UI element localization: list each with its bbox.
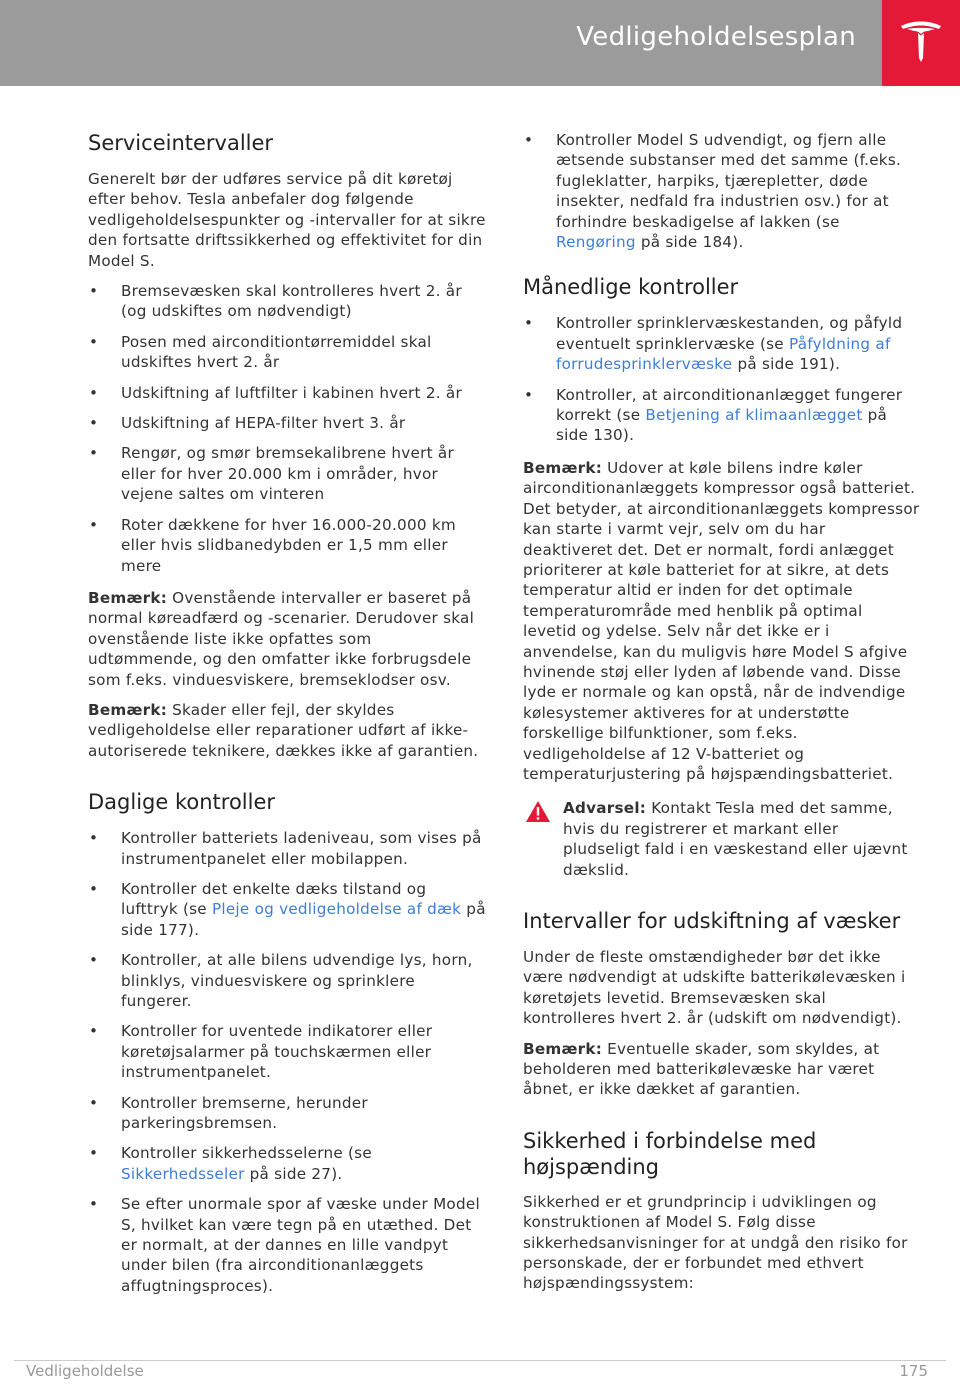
monthly-list [523, 313, 920, 445]
bullet: • [89, 829, 99, 848]
bullet: • [89, 332, 99, 351]
service-intro: Generelt bør der udføres service på dit køretøj efter behov. Tesla anbefaler dog følgende vedligeholdelsespunkter og -intervaller for at sikre den fortsatte driftssikkerhed og effektivitet for din Model S. [88, 170, 486, 270]
bullet: • [89, 1144, 99, 1163]
footer-section: Vedligeholdelse [26, 1362, 144, 1380]
bullet: • [524, 385, 534, 404]
bullet: • [89, 282, 99, 301]
list-item: • Posen med airconditiontørremiddel skal udskiftes hvert 2. år [89, 332, 432, 372]
footer-divider [14, 1360, 946, 1361]
link-rengoering[interactable]: Rengøring [556, 233, 636, 252]
fluids-text: Under de fleste omstændigheder bør det ikke være nødvendigt at udskifte batterikølevæsken i køretøjets levetid. Bremsevæsken skal kontrolleres hvert 2. år (udskift om nødvendigt). [523, 948, 906, 1028]
link-sprinklervaeske[interactable]: Påfyldning af forrudesprinklervæske [556, 334, 891, 374]
bullet: • [89, 879, 99, 898]
left-column [88, 126, 486, 1308]
list-item: • Se efter unormale spor af væske under Model S, hvilket kan være tegn på en utæthed. Det er normalt, at der dannes en lille vandpyt under bilen (fra airconditionanlæggets affugtningsproces). [89, 1195, 480, 1295]
list-item: • Rengør, og smør bremsekalibrene hvert år eller for hver 20.000 km i områder, hvor vejene saltes om vinteren [89, 444, 454, 504]
hv-text: Sikkerhed er et grundprincip i udviklingen og konstruktionen af Model S. Følg disse sikkerhedsanvisninger for at undgå den risiko for personskade, der er forbundet med ethvert højspændingssystem: [523, 1192, 908, 1293]
bullet: • [89, 414, 99, 433]
bullet: • [89, 383, 99, 402]
note-label: Bemærk: [523, 458, 603, 477]
list-item: • Kontroller batteriets ladeniveau, som vises på instrumentpanelet eller mobilappen. [89, 829, 482, 868]
list-item: • Kontroller for uventede indikatorer eller køretøjsalarmer på touchskærmen eller instrumentpanelet. [89, 1022, 433, 1082]
heading-intervaller-vaesker: Intervaller for udskiftning af væsker [523, 909, 901, 933]
header-title: Vedligeholdelsesplan [576, 22, 856, 52]
list-item: • Roter dækkene for hver 16.000-20.000 km eller hvis slidbanedybden er 1,5 mm eller mere [89, 515, 456, 575]
tesla-logo-icon [899, 18, 943, 66]
service-list [88, 281, 486, 576]
daily-list-continued [523, 130, 920, 252]
list-item: • Kontroller, at airconditionanlægget fungerer korrekt (se Betjening af klimaanlægget på side 130). [524, 385, 903, 445]
list-item: • Kontroller Model S udvendigt, og fjern alle ætsende substanser med det samme (f.eks. fugleklatter, harpiks, tjærepletter, døde insekter, nedfald fra industrien osv.) for at forhindre beskadigelse af lakken (se Rengøring på side 184). [524, 131, 902, 252]
note-label: Bemærk: [88, 700, 168, 719]
brand-logo [882, 0, 960, 86]
daily-list [88, 828, 486, 1296]
link-sikkerhedsseler[interactable]: Sikkerhedsseler [121, 1164, 245, 1183]
link-klimaanlaegget[interactable]: Betjening af klimaanlægget [645, 406, 863, 425]
bullet: • [89, 1093, 99, 1112]
page-header [0, 0, 960, 86]
service-note-2: Bemærk: Skader eller fejl, der skyldes vedligeholdelse eller reparationer udført af ikke-autoriserede teknikere, dækkes ikke af garantien. [88, 700, 479, 760]
bullet: • [89, 444, 99, 463]
bullet: • [524, 131, 534, 149]
right-column [523, 130, 920, 1304]
list-item: • Udskiftning af HEPA-filter hvert 3. år [89, 414, 406, 433]
heading-daglige-kontroller: Daglige kontroller [88, 790, 276, 815]
list-item: • Udskiftning af luftfilter i kabinen hvert 2. år [89, 383, 462, 402]
bullet: • [89, 951, 99, 970]
bullet: • [524, 314, 534, 333]
list-item: • Kontroller bremserne, herunder parkeringsbremsen. [89, 1093, 368, 1133]
heading-sikkerhed-hoejspaending: Sikkerhed i forbindelse med højspænding [523, 1128, 817, 1179]
page-number: 175 [899, 1362, 928, 1380]
list-item: • Bremsevæsken skal kontrolleres hvert 2. år (og udskiftes om nødvendigt) [89, 282, 462, 321]
heading-serviceintervaller: Serviceintervaller [88, 131, 274, 155]
list-item: • Kontroller det enkelte dæks tilstand og lufttryk (se Pleje og vedligeholdelse af dæk på side 177). [89, 879, 486, 939]
warning-text: Advarsel: Kontakt Tesla med det samme, hvis du registrerer et markant eller pludseligt fald i en væskestand eller ujævnt dækslid. [563, 799, 908, 879]
heading-maanedlige-kontroller: Månedlige kontroller [523, 275, 739, 300]
bullet: • [89, 515, 99, 534]
warning-triangle-icon [525, 800, 551, 823]
list-item: • Kontroller, at alle bilens udvendige lys, horn, blinklys, vinduesviskere og sprinklere fungerer. [89, 951, 473, 1010]
monthly-note: Bemærk: Udover at køle bilens indre køler airconditionanlæggets kompressor også batteriet. Det betyder, at airconditionanlæggets kompressor kan starte i varmt vejr, selv om du har deaktiveret det. Det er normalt, fordi anlægget prioriterer at køle batteriet for at sikre, at dets temperatur altid er inden for det optimale temperaturområde med henblik på optimal levetid og ydelse. Selv når det ikke er i anvendelse, kan du muligvis høre Model S afgive hvinende støj eller lyden af løbende vand. Disse lyde er normale og kan opstå, når de indvendige kølesystemer aktiveres for at understøtte forskellige bilfunktioner, som f.eks. vedligeholdelse af 12 V-batteriet og temperaturjustering på højspændingsbatteriet. [523, 458, 920, 783]
warning-box [523, 798, 920, 880]
bullet: • [89, 1022, 99, 1041]
service-note-1: Bemærk: Ovenstående intervaller er baseret på normal køreadfærd og -scenarier. Derudover skal ovenstående liste ikke opfattes som udtømmende, og den omfatter ikke forbrugsdele som f.eks. vinduesviskere, bremseklodser osv. [88, 588, 475, 689]
note-label: Bemærk: [88, 588, 168, 607]
fluids-note: Bemærk: Eventuelle skader, som skyldes, at beholderen med batterikølevæske har været åbnet, er ikke dækket af garantien. [523, 1039, 880, 1099]
warning-label: Advarsel: [563, 799, 647, 818]
note-label: Bemærk: [523, 1039, 603, 1058]
link-pleje-daek[interactable]: Pleje og vedligeholdelse af dæk [211, 900, 462, 919]
list-item: • Kontroller sikkerhedsselerne (se Sikkerhedsseler på side 27). [89, 1144, 372, 1183]
list-item: • Kontroller sprinklervæskestanden, og påfyld eventuelt sprinklervæske (se Påfyldning af forrudesprinklervæske på side 191). [524, 314, 903, 374]
bullet: • [89, 1195, 99, 1214]
